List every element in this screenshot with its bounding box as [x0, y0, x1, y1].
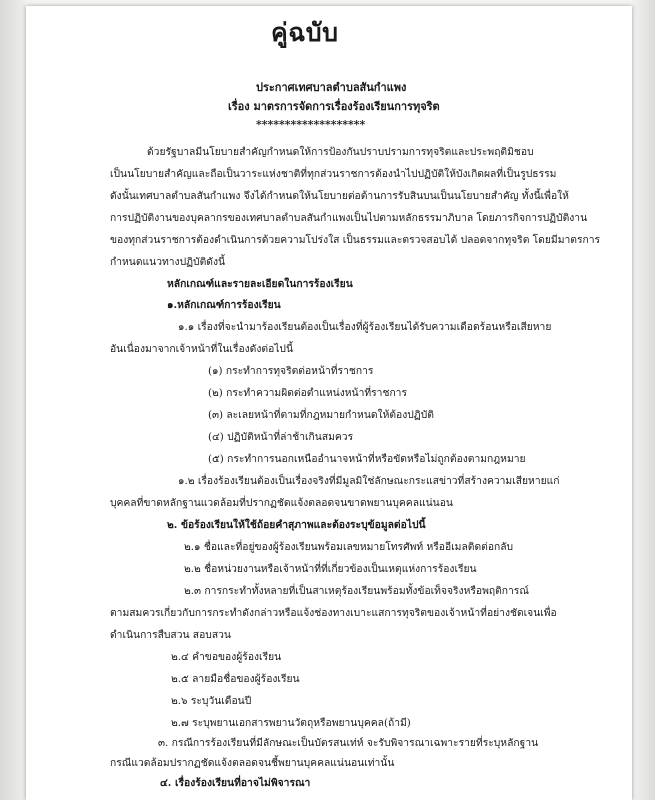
item-1-1-line-1: ๑.๑ เรื่องที่จะนำมาร้องเรียนต้องเป็นเรื่องที่ผู้ร้องเรียนได้รับความเดือดร้อนหรือเสียหาย	[178, 321, 552, 333]
item-2-2: ๒.๒ ชื่อหน่วยงานหรือเจ้าหน้าที่ที่เกี่ยวข้องเป็นเหตุแห่งการร้องเรียน	[184, 563, 477, 575]
announcement-title: ประกาศเทศบาลตำบลสันกำแพง	[256, 81, 407, 94]
item-2-5: ๒.๕ ลายมือชื่อของผู้ร้องเรียน	[171, 673, 300, 685]
item-1-1-sub-1: (๑) กระทำการทุจริตต่อหน้าที่ราชการ	[208, 365, 374, 377]
intro-line-5: ของทุกส่วนราชการต้องดำเนินการด้วยความโปร่งใส เป็นธรรมและตรวจสอบได้ ปลอดจากทุจริต โดยมีมาตรการ	[110, 234, 601, 246]
item-1-1-sub-2: (๒) กระทำความผิดต่อตำแหน่งหน้าที่ราชการ	[208, 387, 407, 399]
item-2-7: ๒.๗ ระบุพยานเอกสารพยานวัตถุหรือพยานบุคคล(ถ้ามี)	[171, 717, 411, 729]
item-2-6: ๒.๖ ระบุวันเดือนปี	[171, 695, 252, 707]
item-1-2-line-1: ๑.๒ เรื่องร้องเรียนต้องเป็นเรื่องจริงที่มีมูลมิใช่ลักษณะกระแสข่าวที่สร้างความเสียหายแก่	[178, 475, 560, 487]
intro-line-2: เป็นนโยบายสำคัญและถือเป็นวาระแห่งชาติที่ทุกส่วนราชการต้องนำไปปฏิบัติให้บังเกิดผลที่เป็นรูปธรรม	[110, 168, 557, 180]
separator-stars: *******************	[256, 118, 366, 131]
item-1-1-sub-3: (๓) ละเลยหน้าที่ตามที่กฎหมายกำหนดให้ต้องปฏิบัติ	[208, 409, 434, 421]
section-3-line-2: กรณีแวดล้อมปรากฏชัดแจ้งตลอดจนชี้พยานบุคคลแน่นอนเท่านั้น	[110, 757, 395, 769]
subject-line: เรื่อง มาตรการจัดการเรื่องร้องเรียนการทุจริต	[228, 100, 440, 113]
section-2-heading: ๒. ข้อร้องเรียนให้ใช้ถ้อยคำสุภาพและต้องระบุข้อมูลต่อไปนี้	[167, 519, 426, 531]
copy-stamp-title: คู่ฉบับ	[271, 18, 339, 47]
item-2-3-line-3: ดำเนินการสืบสวน สอบสวน	[110, 629, 231, 641]
item-2-4: ๒.๔ คำขอของผู้ร้องเรียน	[171, 651, 282, 663]
section-1-heading: ๑.หลักเกณฑ์การร้องเรียน	[167, 299, 281, 311]
scan-right-margin	[632, 0, 655, 800]
section-3-line-1: ๓. กรณีการร้องเรียนที่มีลักษณะเป็นบัตรสนเท่ห์ จะรับพิจารณาเฉพาะรายที่ระบุหลักฐาน	[158, 737, 539, 749]
item-1-1-line-2: อันเนื่องมาจากเจ้าหน้าที่ในเรื่องดังต่อไปนี้	[110, 343, 294, 355]
item-1-1-sub-5: (๕) กระทำการนอกเหนืออำนาจหน้าที่หรือขัดหรือไม่ถูกต้องตามกฎหมาย	[208, 453, 526, 465]
scan-left-margin	[0, 0, 26, 800]
intro-line-1: ด้วยรัฐบาลมีนโยบายสำคัญกำหนดให้การป้องกันปราบปรามการทุจริตและประพฤติมิชอบ	[147, 146, 534, 158]
document-page	[26, 6, 632, 800]
criteria-heading: หลักเกณฑ์และรายละเอียดในการร้องเรียน	[167, 278, 353, 290]
item-1-2-line-2: บุคคลที่ขาดหลักฐานแวดล้อมที่ปรากฏชัดแจ้งตลอดจนขาดพยานบุคคลแน่นอน	[110, 497, 453, 509]
item-2-1: ๒.๑ ชื่อและที่อยู่ของผู้ร้องเรียนพร้อมเลขหมายโทรศัพท์ หรืออีเมลติดต่อกลับ	[184, 541, 514, 553]
item-2-3-line-1: ๒.๓ การกระทำทั้งหลายที่เป็นสาเหตุร้องเรียนพร้อมทั้งข้อเท็จจริงหรือพฤติการณ์	[184, 585, 529, 597]
item-1-1-sub-4: (๔) ปฏิบัติหน้าที่ล่าช้าเกินสมควร	[208, 431, 354, 443]
intro-line-4: การปฏิบัติงานของบุคลากรของเทศบาลตำบลสันกำแพงเป็นไปตามหลักธรรมาภิบาล โดยภารกิจการปฏิบัติงาน	[110, 212, 588, 224]
section-4-heading: ๔. เรื่องร้องเรียนที่อาจไม่พิจารณา	[160, 777, 311, 789]
intro-line-6: กำหนดแนวทางปฏิบัติดังนี้	[110, 256, 226, 268]
item-2-3-line-2: ตามสมควรเกี่ยวกับการกระทำดังกล่าวหรือแจ้งช่องทางเบาะแสการทุจริตของเจ้าหน้าที่อย่างชัดเจนเพื่อ	[110, 607, 557, 619]
intro-line-3: ดังนั้นเทศบาลตำบลสันกำแพง จึงได้กำหนดให้นโยบายต่อต้านการรับสินบนเป็นนโยบายสำคัญ ทั้งนี้เพื่อให้	[110, 190, 569, 202]
